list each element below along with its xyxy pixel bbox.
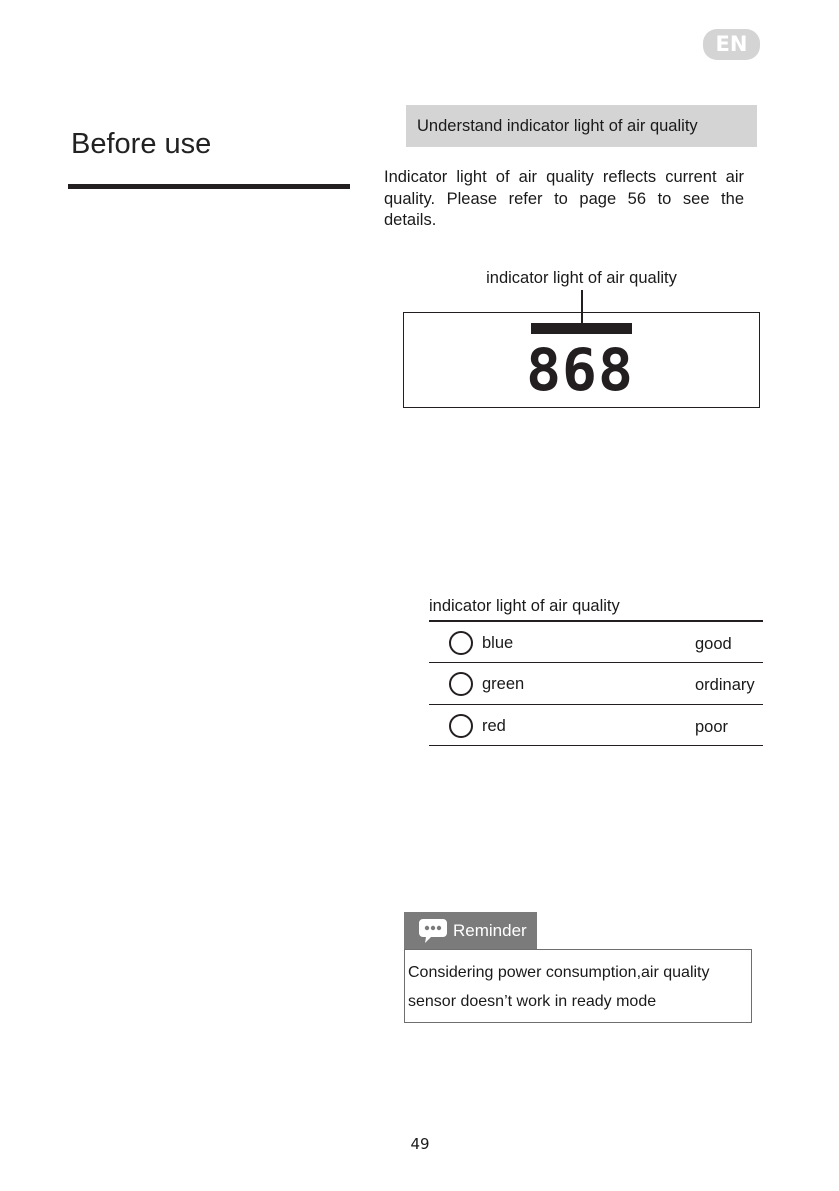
legend-quality: ordinary — [695, 676, 755, 694]
legend-row — [429, 662, 763, 704]
legend-quality: poor — [695, 718, 729, 736]
indicator-circle-icon — [449, 631, 473, 655]
language-badge: EN — [703, 29, 760, 60]
section-title: Before use — [71, 128, 212, 160]
reminder-box — [404, 949, 752, 1023]
topic-banner: Understand indicator light of air quality — [406, 105, 757, 147]
reminder-text-line: sensor doesn’t work in ready mode — [408, 993, 657, 1010]
legend-row — [429, 620, 763, 662]
title-underline — [68, 184, 350, 189]
air-quality-indicator-bar — [531, 323, 632, 334]
reminder-label: Reminder — [453, 921, 527, 940]
callout-label: indicator light of air quality — [486, 269, 677, 287]
reminder-text-line: Considering power consumption,air quality — [408, 964, 710, 981]
page-number: 49 — [410, 1135, 430, 1153]
legend-color: red — [482, 717, 506, 735]
indicator-circle-icon — [449, 672, 473, 696]
intro-paragraph: Indicator light of air quality reflects current air quality. Please refer to page 56 to see the details. — [384, 168, 744, 229]
legend-quality: good — [695, 635, 732, 653]
speech-bubble-icon — [418, 918, 448, 944]
legend-row — [429, 704, 763, 746]
reminder-tab — [404, 912, 537, 950]
legend-table — [429, 620, 763, 746]
legend-title: indicator light of air quality — [429, 597, 620, 615]
indicator-circle-icon — [449, 714, 473, 738]
legend-color: green — [482, 675, 525, 693]
display-digits: 868 — [526, 336, 634, 404]
legend-color: blue — [482, 634, 514, 652]
